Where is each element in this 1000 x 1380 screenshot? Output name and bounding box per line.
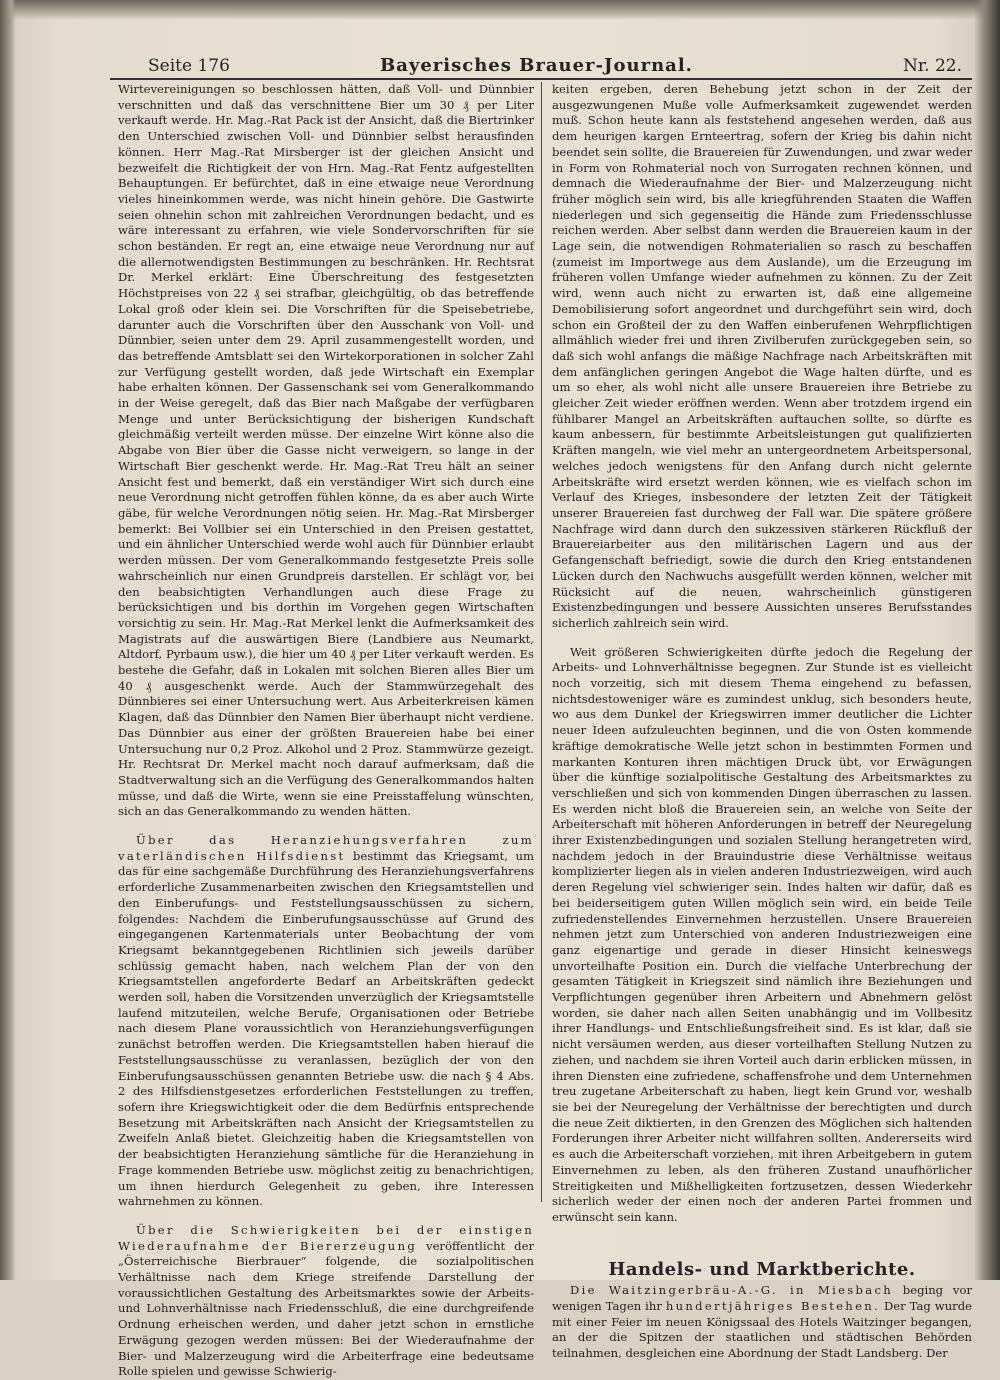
left-paragraph-3-lead: Über die Schwierigkeiten bei der einstigen Wiederaufnahme der Biererzeugung [118,1222,534,1253]
left-paragraph-2 [118,833,534,1210]
scan-edge-left [0,0,16,1280]
left-column [118,82,534,1380]
right-paragraph-1: keiten ergeben, deren Behebung jetzt schon in der Zeit der ausgezwungenen Muße volle Aufmerksamkeit zugewendet werden muß. Schon heute kann als feststehend angesehen werden, daß aus dem heurigen kargen Ernteertrag, sofern der Krieg bis dahin nicht beendet sein sollte, die Brauereien für Zuwendungen, und zwar weder in Form von Rohmaterial noch von Surrogaten rechnen können, und demnach die Wiederaufnahme der Bier- und Malzerzeugung nicht früher möglich sein wird, bis alle kriegführenden Staaten die Waffen niederlegen und sich gegenseitig die Hände zum Friedensschlusse reichen werden. Aber selbst dann werden die Brauereien kaum in der Lage sein, die notwendigen Rohmaterialien so rasch zu beschaffen (zumeist im Importwege aus dem Auslande), um die Erzeugung im früheren vollen Umfange wieder aufnehmen zu können. Zu der Zeit wird, wenn auch nicht zu erwarten ist, daß eine allgemeine Demobilisierung sofort angeordnet und durchgeführt sein wird, doch schon ein Großteil der zu den Waffen einberufenen Wehrpflichtigen allmählich wieder frei und ihren Zivilberufen zurückgegeben sein, so daß sich wohl anfangs die mäßige Nachfrage nach Arbeitskräften mit dem anfänglichen geringen Angebot die Wage halten dürfte, und es um so eher, als wohl nicht alle unsere Brauereien ihre Betriebe zu gleicher Zeit wieder eröffnen werden. Wenn aber trotzdem irgend ein fühlbarer Mangel an Arbeitskräften auftauchen sollte, so dürfte es kaum anbessern, für bestimmte Arbeitsleistungen gut qualifizierten Kräften mangeln, wie viel mehr an untergeordnetem Arbeitspersonal, welches jedoch wenigstens für den Anfang durch nicht gelernte Arbeitskräfte wird ersetzt werden können, wie es vielfach schon im Verlauf des Krieges, insbesondere der letzten Zeit der Tätigkeit unserer Brauereien fast durchweg der Fall war. Die spätere größere Nachfrage wird dann durch den sukzessiven stärkeren Rückfluß der Brauereiarbeiter aus den militärischen Lagern und aus der Gefangenschaft befriedigt, sowie die durch den Krieg entstandenen Lücken durch den Nachwuchs ausgefüllt werden können, welcher mit Rücksicht auf die neuen, wahrscheinlich günstigeren Existenzbedingungen und bessere Aussichten unseres Berufsstandes sicherlich zahlreich sein wird. [552,82,972,630]
right-column [552,82,972,1362]
header-rule [110,78,972,80]
right-paragraph-2: Weit größeren Schwierigkeiten dürfte jedoch die Regelung der Arbeits- und Lohnverhältnisse begegnen. Zur Stunde ist es vielleicht noch vorzeitig, sich mit diesem Thema eingehend zu befassen, nichtsdestoweniger wäre es zumindest unklug, sich besonders heute, wo aus dem Dunkel der Kriegswirren immer deutlicher die Lichter neuer Ideen aufzuleuchten beginnen, und die von Osten kommende kräftige demokratische Welle jetzt schon in bestimmten Formen und markanten Konturen ihren mächtigen Druck übt, vor Erwägungen über die künftige sozialpolitische Gestaltung des Arbeitsmarktes zu verschließen und sich von kommenden Dingen überraschen zu lassen. Es werden nicht bloß die Brauereien sein, an welche von Seite der Arbeiterschaft mit höheren Anforderungen in betreff der Neuregelung ihrer Existenzbedingungen und sozialen Stellung herangetreten wird, nachdem jedoch in der Brauindustrie diese Verhältnisse weitaus komplizierter liegen als in vielen anderen Industriezweigen, wird auch deren Regelung viel schwieriger sein. Indes halten wir dafür, daß es bei beiderseitigem guten Willen möglich sein wird, ein beide Teile zufriedenstellendes Einvernehmen herzustellen. Unsere Brauereien nehmen jetzt zum Unterschied von anderen Industriezweigen eine ganz eigenartige und gerade in dieser Hinsicht keineswegs unvorteilhafte Position ein. Durch die vielfache Unterbrechung der gesamten Tätigkeit in Kriegszeit sind nämlich ihre Beziehungen und Verpflichtungen gegenüber ihren Arbeitern und Abnehmern gelöst worden, sie daher nach allen Seiten unabhängig und im Vollbesitz ihrer Handlungs- und Entschließungsfreiheit sind. Es ist klar, daß sie nicht versäumen werden, aus dieser vorteilhaften Stellung Nutzen zu ziehen, und nachdem sie ihren Vorteil auch darin erblicken müssen, in ihren Diensten eine zufriedene, schaffensfrohe und dem Unternehmen treu zugetane Arbeiterschaft zu haben, liegt kein Grund vor, weshalb sie bei der Neuregelung der Verhältnisse der berechtigten und durch die neue Zeit diktierten, in den Grenzen des Möglichen sich haltenden Forderungen ihrer Arbeiter nicht willfahren sollten. Andererseits wird es auch die Arbeiterschaft vorziehen, mit ihren Arbeitgebern in gutem Einvernehmen zu leben, als den früheren Zustand unaufhörlicher Streitigkeiten und Mißhelligkeiten fortzusetzen, dessen Wiederkehr sicherlich weder der einen noch der anderen Partei frommen und erwünscht sein kann. [552,644,972,1224]
left-paragraph-1: Wirtevereinigungen so beschlossen hätten, daß Voll- und Dünnbier verschnitten und daß das verschnittene Bier um 30 ₰ per Liter verkauft werde. Hr. Mag.-Rat Pack ist der Ansicht, daß die Biertrinker den Unterschied zwischen Voll- und Dünnbier selbst herausfinden können. Herr Mag.-Rat Mirsberger ist der gleichen Ansicht und bezweifelt die Richtigkeit der von Hrn. Mag.-Rat Fentz aufgestellten Behauptungen. Er befürchtet, daß in eine etwaige neue Verordnung vieles hineinkommen werde, was nicht hinein gehöre. Die Gastwirte seien ohnehin schon mit zahlreichen Verordnungen bedacht, und es wäre interessant zu erfahren, wie viele Sondervorschriften für sie schon beständen. Er regt an, eine etwaige neue Verordnung nur auf die allernotwendigsten Bestimmungen zu beschränken. Hr. Rechtsrat Dr. Merkel erklärt: Eine Überschreitung des festgesetzten Höchstpreises von 22 ₰ sei strafbar, gleichgültig, ob das betreffende Lokal groß oder klein sei. Die Vorschriften für die Speisebetriebe, darunter auch die Vorschriften über den Ausschank von Voll- und Dünnbier, seien unter dem 29. April zusammengestellt worden, und das betreffende Amtsblatt sei den Wirtekorporationen in solcher Zahl zur Verfügung gestellt worden, daß jede Wirtschaft ein Exemplar habe erhalten können. Der Gassenschank sei vom Generalkommando in der Weise geregelt, daß das Bier nach Maßgabe der verfügbaren Menge und unter Berücksichtigung der bisherigen Kundschaft gleichmäßig verteilt werden müsse. Der einzelne Wirt könne also die Abgabe von Bier über die Gasse nicht verweigern, so lange in der Wirtschaft Bier geschenkt werde. Hr. Mag.-Rat Treu hält an seiner Ansicht fest und bemerkt, daß ein verständiger Wirt sich durch eine neue Verordnung nicht getroffen fühlen könne, da es aber auch Wirte gäbe, für welche Verordnungen nötig seien. Hr. Mag.-Rat Mirsberger bemerkt: Bei Vollbier sei ein Unterschied in den Preisen gestattet, und ein ähnlicher Unterschied werde wohl auch für Dünnbier erlaubt werden müssen. Der vom Generalkommando festgesetzte Preis solle wahrscheinlich nur einen Grundpreis darstellen. Er schlägt vor, bei den beabsichtigten Verhandlungen auch diese Frage zu berücksichtigen und bis dorthin im Vorgehen gegen Wirtschaften vorsichtig zu sein. Hr. Mag.-Rat Merkel lenkt die Aufmerksamkeit des Magistrats auf die auswärtigen Biere (Landbiere aus Neumarkt, Altdorf, Pyrbaum usw.), die hier um 40 ₰ per Liter verkauft werden. Es bestehe die Gefahr, daß in Lokalen mit solchen Bieren alles Bier um 40 ₰ ausgeschenkt werde. Auch der Stammwürzegehalt des Dünnbieres sei einer Untersuchung wert. Aus Arbeiterkreisen kämen Klagen, daß das Dünnbier den Namen Bier überhaupt nicht verdiene. Das Dünnbier aus einer der größten Brauereien habe bei einer Untersuchung nur 0,2 Proz. Alkohol und 2 Proz. Stammwürze gezeigt. Hr. Rechtsrat Dr. Merkel macht noch darauf aufmerksam, daß die Stadtverwaltung sich an die Verfügung des Generalkommandos halten müsse, und daß die Wirte, wenn sie eine Preisstaffelung wünschten, sich an das Generalkommando zu wenden hätten. [118,82,534,819]
scan-edge-right [974,0,1000,1280]
left-paragraph-3 [118,1223,534,1380]
right-paragraph-3 [552,1283,972,1362]
section-heading: Handels- und Marktberichte. [608,1258,916,1280]
column-divider [541,82,542,1202]
right-paragraph-3-body: Der Tag wurde mit einer Feier im neuen Königssaal des Hotels Waitzinger begangen, an der die Spitzen der staatlichen und städtischen Behörden teilnahmen, desgleichen eine Abordnung der Stadt Landsberg. Der [552,1299,973,1361]
page-header [148,56,962,80]
left-paragraph-3-body: veröffentlicht der „Österreichische Bierbrauer“ folgende, die sozialpolitischen Verhältnisse nach dem Kriege streifende Darstellung der voraussichtlichen Gestaltung des Arbeitsmarktes sowie der Arbeits- und Lohnverhältnisse nach Friedensschluß, die eine durchgreifende Ordnung erheischen werden, und daher jetzt schon in ernstliche Erwägung gezogen werden müssen: Bei der Wiederaufnahme der Bier- und Malzerzeugung wird die Arbeiterfrage eine bedeutsame Rolle spielen und gewisse Schwierig- [118,1238,534,1379]
right-paragraph-3-lead: Die Waitzingerbräu-A.-G. in Miesbach [570,1283,893,1298]
right-paragraph-3-mid: beging vor wenigen Tagen ihr [552,1283,972,1314]
page-number: Seite 176 [148,56,230,76]
right-paragraph-3-spaced: hundertjähriges Bestehen. [665,1299,880,1314]
left-paragraph-2-lead: Über das Heranziehungsverfahren zum vaterländischen Hilfsdienst [118,833,534,863]
issue-number: Nr. 22. [903,56,962,76]
journal-title: Bayerisches Brauer-Journal. [380,55,693,76]
scan-edge-top [0,0,1000,20]
left-paragraph-2-body: bestimmt das Kriegsamt, um das für eine sachgemäße Durchführung des Heranziehungsverfahrens erforderliche Zusammenarbeiten zwischen den Kriegsamtstellen und den Einberufungs- und Feststellungsausschüssen zu sichern, folgendes: Nachdem die Einberufungsausschüsse auf Grund des eingegangenen Kartenmaterials unter Beobachtung der vom Kriegsamt bekanntgegebenen Richtlinien sich jeweils darüber schlüssig gemacht haben, nach welchem Plan der von den Kriegsamtstellen angeforderte Bedarf an Arbeitskräften gedeckt werden soll, haben die Vorsitzenden unverzüglich der Kriegsamtstelle laufend mitzuteilen, welche Berufe, Organisationen oder Betriebe nach diesem Plane voraussichtlich von Heranziehungsverfügungen zunächst betroffen werden. Die Kriegsamtstellen haben hierauf die Feststellungsausschüsse zu veranlassen, bezüglich der von den Einberufungsausschüssen genannten Betriebe usw. die nach § 4 Abs. 2 des Hilfsdienstgesetzes erforderlichen Feststellungen zu treffen, sofern ihre Kriegswichtigkeit oder die dem Bedürfnis entsprechende Besetzung mit Arbeitskräften nach Ansicht der Kriegsamtstellen zu Zweifeln Anlaß bietet. Gleichzeitig haben die Kriegsamtstellen von der beabsichtigten Heranziehung sämtliche für die Heranziehung in Frage kommenden Betriebe usw. möglichst zeitig zu benachrichtigen, um ihnen hierdurch Gelegenheit zu geben, ihre Interessen wahrnehmen zu können. [118,848,534,1209]
